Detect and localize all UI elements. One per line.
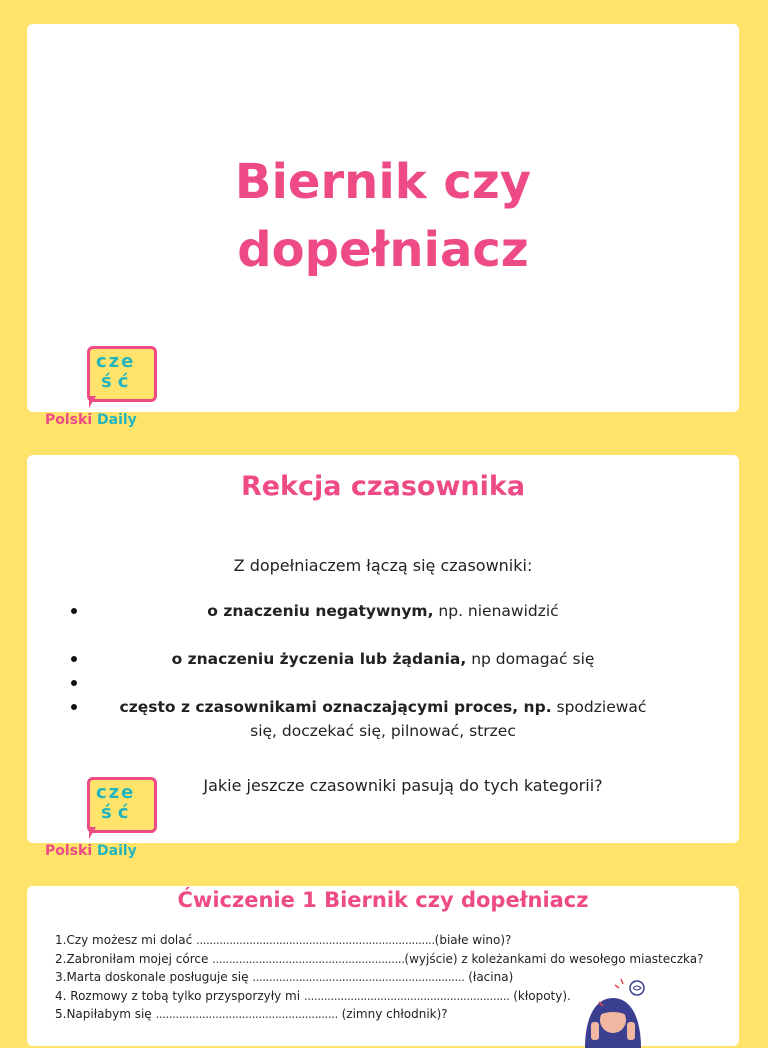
logo-letters-top: cze bbox=[96, 351, 136, 372]
list-item bbox=[27, 671, 739, 695]
list-item: 5.Napiłabym się ....................................................... (zimny chłodnik)? bbox=[55, 1007, 448, 1021]
list-item: 3.Marta doskonale posługuje się ................................................................ (łacina) bbox=[55, 970, 514, 984]
logo-letters-bottom: ść bbox=[101, 802, 135, 823]
bullet-icon bbox=[71, 680, 77, 686]
list-item: o znaczeniu życzenia lub żądania, np domagać się bbox=[27, 647, 739, 671]
bullet-icon bbox=[71, 704, 77, 710]
list-item: 4. Rozmowy z tobą tylko przysporzyły mi .............................................................. (kłopoty). bbox=[55, 988, 571, 1003]
title-line-1: Biernik czy bbox=[234, 154, 532, 210]
bullet-icon bbox=[71, 656, 77, 662]
blank-field[interactable]: .......................................................... bbox=[212, 951, 405, 966]
confused-girl-illustration-icon bbox=[575, 978, 655, 1048]
list-item: o znaczeniu negatywnym, np. nienawidzić bbox=[27, 599, 739, 623]
blank-field[interactable]: ........................................................................ bbox=[196, 933, 435, 947]
logo-brand: Polski Daily bbox=[45, 843, 137, 859]
blank-field[interactable]: ....................................................... bbox=[155, 1007, 338, 1021]
logo-letters-bottom: ść bbox=[101, 371, 135, 392]
polski-daily-logo bbox=[43, 346, 155, 436]
logo-letters-top: cze bbox=[96, 782, 136, 803]
title-line-2: dopełniacz bbox=[237, 222, 529, 278]
intro-text: Z dopełniaczem łączą się czasowniki: bbox=[233, 556, 533, 575]
exercise-slide bbox=[27, 886, 739, 1046]
rekcja-slide bbox=[27, 455, 739, 859]
slide-title bbox=[27, 148, 739, 284]
list-item: 2.Zabroniłam mojej córce ..........................................................(wyjście) z koleżankami do wesołego miasteczka? bbox=[55, 951, 704, 966]
blank-field[interactable]: .............................................................. bbox=[303, 988, 510, 1003]
title-slide bbox=[27, 24, 739, 428]
blank-field[interactable]: ................................................................ bbox=[252, 970, 465, 984]
bullet-icon bbox=[71, 608, 77, 614]
logo-brand: Polski Daily bbox=[45, 412, 137, 428]
list-item: często z czasownikami oznaczającymi proces, np. spodziewać się, doczekać się, pilnować, strzec bbox=[27, 695, 739, 743]
polski-daily-logo bbox=[43, 777, 155, 867]
list-item: 1.Czy możesz mi dolać ........................................................................(białe wino)? bbox=[55, 933, 512, 947]
slide-heading: Ćwiczenie 1 Biernik czy dopełniacz bbox=[177, 888, 589, 912]
slide-heading: Rekcja czasownika bbox=[240, 471, 526, 502]
question-text: Jakie jeszcze czasowniki pasują do tych kategorii? bbox=[203, 776, 603, 795]
